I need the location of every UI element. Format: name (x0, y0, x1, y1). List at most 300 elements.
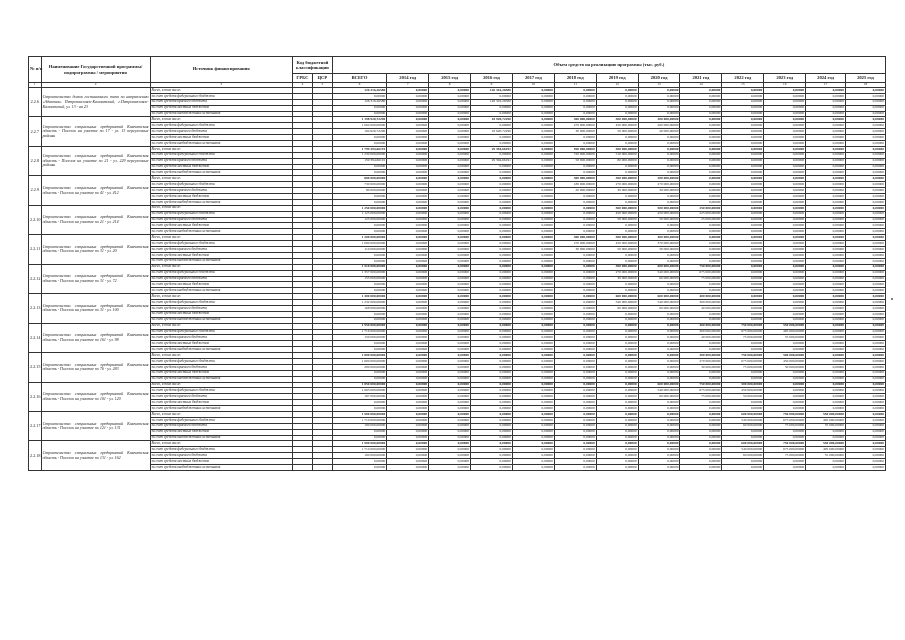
year-value: 0,00000 (845, 370, 885, 376)
funding-source: Всего, в том числе: (150, 205, 292, 211)
year-value: 300 000,00000 (680, 353, 722, 359)
total-value: 0,00000 (332, 141, 386, 147)
year-value: 0,00000 (806, 429, 846, 435)
column-number: 8 (429, 83, 471, 88)
year-value: 0,00000 (471, 305, 513, 311)
year-value: 75 000,00000 (722, 335, 764, 341)
year-value: 0,00000 (471, 341, 513, 347)
year-value: 0,00000 (471, 400, 513, 406)
funding-source: за счет средств местных бюджетов (150, 135, 292, 141)
year-value: 0,00000 (471, 417, 513, 423)
year-value: 360 000,00000 (680, 329, 722, 335)
year-value: 0,00000 (680, 252, 722, 258)
year-value: 30 000,00000 (638, 188, 680, 194)
total-value: 1 600 000,00000 (332, 358, 386, 364)
year-value: 0,00000 (387, 182, 429, 188)
year-value: 0,00000 (471, 370, 513, 376)
year-value: 30 000,00000 (554, 247, 596, 253)
year-value: 0,00000 (387, 347, 429, 353)
total-value: 187 000,00000 (332, 394, 386, 400)
year-value: 0,00000 (596, 258, 638, 264)
header-year: 2023 год (764, 74, 806, 83)
year-value: 0,00000 (722, 105, 764, 111)
year-value: 0,00000 (764, 388, 806, 394)
year-value: 0,00000 (680, 376, 722, 382)
year-value: 0,00000 (512, 411, 554, 417)
year-value: 0,00000 (806, 99, 846, 105)
year-value: 0,00000 (806, 217, 846, 223)
year-value: 0,00000 (554, 199, 596, 205)
year-value: 0,00000 (387, 282, 429, 288)
year-value: 0,00000 (471, 288, 513, 294)
year-value: 0,00000 (845, 211, 885, 217)
year-value: 0,00000 (764, 164, 806, 170)
year-value: 0,00000 (764, 459, 806, 465)
total-value: 190 000,00000 (332, 453, 386, 459)
year-value: 0,00000 (638, 93, 680, 99)
year-value: 0,00000 (722, 164, 764, 170)
year-value: 0,00000 (596, 135, 638, 141)
year-value: 0,00000 (554, 317, 596, 323)
year-value: 0,00000 (764, 205, 806, 211)
total-value: 0,00000 (332, 429, 386, 435)
year-value: 0,00000 (471, 358, 513, 364)
year-value: 0,00000 (806, 406, 846, 412)
year-value: 0,00000 (471, 382, 513, 388)
funding-source: за счет средств внебюджетных источников (150, 465, 292, 471)
year-value: 0,00000 (387, 411, 429, 417)
year-value: 0,00000 (429, 341, 471, 347)
year-value: 0,00000 (554, 441, 596, 447)
year-value: 0,00000 (429, 453, 471, 459)
year-value: 60 000,00000 (638, 305, 680, 311)
year-value: 0,00000 (845, 223, 885, 229)
year-value: 0,00000 (554, 335, 596, 341)
funding-source: за счет средств федерального бюджета (150, 417, 292, 423)
year-value: 0,00000 (764, 235, 806, 241)
funding-source: за счет средств федерального бюджета (150, 211, 292, 217)
year-value: 0,00000 (512, 223, 554, 229)
year-value: 0,00000 (596, 111, 638, 117)
activity-number: 2.2.12 (29, 264, 42, 293)
year-value: 0,00000 (429, 358, 471, 364)
year-value: 0,00000 (638, 370, 680, 376)
year-value: 0,00000 (554, 258, 596, 264)
year-value: 0,00000 (722, 205, 764, 211)
year-value: 0,00000 (512, 364, 554, 370)
year-value: 0,00000 (387, 135, 429, 141)
column-number: 5 (312, 83, 332, 88)
year-value: 0,00000 (554, 270, 596, 276)
funding-source: Всего, в том числе: (150, 353, 292, 359)
year-value: 0,00000 (680, 406, 722, 412)
year-value: 0,00000 (722, 135, 764, 141)
year-value: 0,00000 (764, 300, 806, 306)
year-value: 0,00000 (638, 429, 680, 435)
year-value: 0,00000 (722, 211, 764, 217)
year-value: 300 000,00000 (638, 117, 680, 123)
year-value: 0,00000 (512, 199, 554, 205)
year-value: 0,00000 (471, 423, 513, 429)
year-value: 0,00000 (722, 182, 764, 188)
year-value: 0,00000 (429, 129, 471, 135)
funding-source: за счет средств федерального бюджета (150, 300, 292, 306)
column-number: 15 (722, 83, 764, 88)
year-value: 0,00000 (512, 194, 554, 200)
year-value: 0,00000 (429, 353, 471, 359)
year-value: 0,00000 (554, 294, 596, 300)
year-value: 0,00000 (680, 417, 722, 423)
funding-source: за счет средств краевого бюджета (150, 188, 292, 194)
activity-number: 2.2.7 (29, 117, 42, 146)
funding-source: за счет средств федерального бюджета (150, 358, 292, 364)
year-value: 0,00000 (845, 229, 885, 235)
year-value: 0,00000 (680, 317, 722, 323)
year-value: 0,00000 (722, 129, 764, 135)
year-value: 0,00000 (429, 447, 471, 453)
year-value: 0,00000 (638, 258, 680, 264)
year-value: 0,00000 (722, 117, 764, 123)
year-value: 0,00000 (845, 411, 885, 417)
year-value: 0,00000 (512, 241, 554, 247)
year-value: 0,00000 (512, 347, 554, 353)
year-value: 0,00000 (806, 364, 846, 370)
year-value: 0,00000 (680, 158, 722, 164)
year-value: 0,00000 (638, 459, 680, 465)
year-value: 0,00000 (554, 305, 596, 311)
year-value: 0,00000 (722, 223, 764, 229)
table-row (29, 465, 886, 471)
year-value: 0,00000 (512, 264, 554, 270)
year-value: 0,00000 (764, 217, 806, 223)
year-value: 0,00000 (680, 400, 722, 406)
year-value: 0,00000 (596, 406, 638, 412)
year-value: 0,00000 (680, 282, 722, 288)
year-value: 0,00000 (471, 347, 513, 353)
year-value: 0,00000 (471, 182, 513, 188)
funding-source: за счет средств местных бюджетов (150, 400, 292, 406)
year-value: 0,00000 (387, 417, 429, 423)
year-value: 500 000,00000 (722, 382, 764, 388)
year-value: 50 000,00000 (764, 364, 806, 370)
year-value: 0,00000 (429, 394, 471, 400)
year-value: 0,00000 (387, 129, 429, 135)
year-value: 0,00000 (387, 429, 429, 435)
year-value: 0,00000 (512, 341, 554, 347)
funding-source: за счет средств местных бюджетов (150, 252, 292, 258)
year-value: 510 000,00000 (596, 152, 638, 158)
year-value: 0,00000 (806, 176, 846, 182)
year-value: 0,00000 (845, 170, 885, 176)
year-value: 0,00000 (722, 294, 764, 300)
year-value: 0,00000 (387, 223, 429, 229)
year-value: 0,00000 (680, 341, 722, 347)
year-value: 0,00000 (429, 300, 471, 306)
year-value: 0,00000 (429, 141, 471, 147)
total-value: 0,00000 (332, 252, 386, 258)
year-value: 0,00000 (722, 276, 764, 282)
year-value: 0,00000 (596, 358, 638, 364)
year-value: 0,00000 (429, 264, 471, 270)
year-value: 0,00000 (512, 353, 554, 359)
year-value: 450 000,00000 (596, 123, 638, 129)
year-value: 500 000,00000 (596, 146, 638, 152)
year-value: 270 000,00000 (680, 358, 722, 364)
year-value: 0,00000 (845, 382, 885, 388)
year-value: 55 000,00000 (806, 423, 846, 429)
year-value: 0,00000 (512, 217, 554, 223)
year-value: 0,00000 (554, 252, 596, 258)
year-value: 0,00000 (845, 341, 885, 347)
year-value: 0,00000 (638, 135, 680, 141)
year-value: 0,00000 (471, 294, 513, 300)
year-value: 0,00000 (429, 411, 471, 417)
year-value: 0,00000 (554, 388, 596, 394)
year-value: 126 316,26580 (471, 88, 513, 94)
year-value: 0,00000 (845, 146, 885, 152)
year-value: 0,00000 (429, 288, 471, 294)
year-value: 600 000,00000 (596, 294, 638, 300)
year-value: 0,00000 (387, 152, 429, 158)
year-value: 75 000,00000 (764, 453, 806, 459)
activity-number: 2.2.14 (29, 323, 42, 352)
year-value: 550 000,00000 (764, 323, 806, 329)
year-value: 0,00000 (764, 182, 806, 188)
total-value: 194 920,72290 (332, 129, 386, 135)
year-value: 0,00000 (806, 152, 846, 158)
column-number: 16 (764, 83, 806, 88)
funding-source: Всего, в том числе: (150, 441, 292, 447)
year-value: 0,00000 (596, 394, 638, 400)
year-value: 0,00000 (764, 341, 806, 347)
total-value: 1 090 000,00000 (332, 241, 386, 247)
year-value: 0,00000 (845, 241, 885, 247)
year-value: 0,00000 (722, 406, 764, 412)
year-value: 0,00000 (806, 300, 846, 306)
total-value: 0,00000 (332, 229, 386, 235)
year-value: 0,00000 (764, 117, 806, 123)
column-number: 17 (806, 83, 846, 88)
year-value: 0,00000 (429, 335, 471, 341)
year-value: 0,00000 (722, 176, 764, 182)
year-value: 0,00000 (471, 199, 513, 205)
funding-source: за счет средств краевого бюджета (150, 217, 292, 223)
year-value: 0,00000 (764, 282, 806, 288)
year-value: 0,00000 (806, 129, 846, 135)
year-value: 0,00000 (387, 465, 429, 471)
year-value: 0,00000 (638, 105, 680, 111)
header-year: 2015 год (429, 74, 471, 83)
year-value: 0,00000 (554, 347, 596, 353)
year-value: 0,00000 (722, 282, 764, 288)
year-value: 675 000,00000 (680, 270, 722, 276)
year-value: 50 000,00000 (722, 394, 764, 400)
year-value: 0,00000 (387, 382, 429, 388)
year-value: 0,00000 (764, 170, 806, 176)
year-value: 0,00000 (387, 88, 429, 94)
header-year: 2016 год (471, 74, 513, 83)
year-value: 0,00000 (638, 441, 680, 447)
year-value: 0,00000 (554, 341, 596, 347)
year-value: 0,00000 (471, 376, 513, 382)
year-value: 0,00000 (680, 347, 722, 353)
year-value: 0,00000 (764, 188, 806, 194)
year-value: 0,00000 (764, 99, 806, 105)
activity-name: Строительство специальных предприятий Камчатская область - Поселок на участке по 101 - ул. 120 (41, 382, 150, 411)
year-value: 0,00000 (512, 300, 554, 306)
year-value: 0,00000 (680, 129, 722, 135)
year-value: 0,00000 (512, 211, 554, 217)
year-value: 270 000,00000 (596, 182, 638, 188)
year-value: 0,00000 (429, 235, 471, 241)
year-value: 0,00000 (722, 247, 764, 253)
year-value: 0,00000 (554, 217, 596, 223)
year-value: 0,00000 (806, 435, 846, 441)
year-value: 0,00000 (596, 341, 638, 347)
year-value: 0,00000 (554, 276, 596, 282)
year-value: 0,00000 (596, 465, 638, 471)
year-value: 0,00000 (680, 182, 722, 188)
year-value: 0,00000 (806, 158, 846, 164)
year-value: 0,00000 (429, 282, 471, 288)
year-value: 0,00000 (845, 288, 885, 294)
year-value: 0,00000 (471, 394, 513, 400)
funding-source: за счет средств федерального бюджета (150, 270, 292, 276)
year-value: 0,00000 (680, 111, 722, 117)
year-value: 0,00000 (680, 223, 722, 229)
year-value: 0,00000 (554, 88, 596, 94)
year-value: 0,00000 (596, 400, 638, 406)
year-value: 0,00000 (512, 435, 554, 441)
activity-number: 2.2.8 (29, 146, 42, 175)
year-value: 0,00000 (387, 364, 429, 370)
year-value: 0,00000 (387, 141, 429, 147)
year-value: 750 000,00000 (722, 323, 764, 329)
year-value: 0,00000 (387, 305, 429, 311)
year-value: 0,00000 (680, 423, 722, 429)
year-value: 0,00000 (387, 400, 429, 406)
year-value: 0,00000 (806, 264, 846, 270)
year-value: 0,00000 (680, 123, 722, 129)
year-value: 0,00000 (764, 241, 806, 247)
year-value: 0,00000 (596, 459, 638, 465)
year-value: 550 000,00000 (806, 441, 846, 447)
year-value: 0,00000 (387, 123, 429, 129)
year-value: 0,00000 (471, 270, 513, 276)
year-value: 0,00000 (471, 353, 513, 359)
year-value: 0,00000 (806, 459, 846, 465)
funding-source: Всего, в том числе: (150, 264, 292, 270)
year-value: 0,00000 (554, 370, 596, 376)
year-value: 270 000,00000 (596, 270, 638, 276)
funding-source: Всего, в том числе: (150, 294, 292, 300)
year-value: 0,00000 (512, 335, 554, 341)
funding-source: Всего, в том числе: (150, 117, 292, 123)
year-value: 495 000,00000 (764, 329, 806, 335)
year-value: 0,00000 (512, 288, 554, 294)
year-value: 0,00000 (429, 217, 471, 223)
column-number: 2 (41, 83, 150, 88)
year-value: 0,00000 (680, 93, 722, 99)
year-value: 0,00000 (806, 241, 846, 247)
year-value: 0,00000 (471, 435, 513, 441)
year-value: 0,00000 (471, 264, 513, 270)
year-value: 0,00000 (764, 294, 806, 300)
year-value: 0,00000 (554, 105, 596, 111)
year-value: 0,00000 (387, 211, 429, 217)
year-value: 0,00000 (845, 282, 885, 288)
year-value: 0,00000 (554, 264, 596, 270)
year-value: 400 000,00000 (680, 294, 722, 300)
year-value: 0,00000 (512, 105, 554, 111)
year-value: 0,00000 (596, 194, 638, 200)
year-value: 29 394,66191 (471, 158, 513, 164)
header-year: 2019 год (596, 74, 638, 83)
header-year: 2017 год (512, 74, 554, 83)
year-value: 0,00000 (680, 164, 722, 170)
year-value: 0,00000 (806, 205, 846, 211)
total-value: 200 000,00000 (332, 364, 386, 370)
year-value: 0,00000 (471, 194, 513, 200)
year-value: 0,00000 (806, 358, 846, 364)
year-value: 225 000,00000 (680, 211, 722, 217)
year-value: 0,00000 (554, 394, 596, 400)
year-value: 0,00000 (512, 176, 554, 182)
year-value: 0,00000 (845, 388, 885, 394)
year-value: 0,00000 (764, 305, 806, 311)
year-value: 0,00000 (764, 93, 806, 99)
year-value: 0,00000 (680, 258, 722, 264)
total-value: 1 200 000,00000 (332, 235, 386, 241)
year-value: 0,00000 (764, 317, 806, 323)
year-value: 0,00000 (764, 194, 806, 200)
year-value: 0,00000 (387, 199, 429, 205)
year-value: 675 000,00000 (680, 388, 722, 394)
year-value: 0,00000 (429, 323, 471, 329)
year-value: 0,00000 (554, 211, 596, 217)
year-value: 0,00000 (764, 105, 806, 111)
year-value: 0,00000 (722, 111, 764, 117)
year-value: 0,00000 (806, 188, 846, 194)
funding-source: за счет средств внебюджетных источников (150, 199, 292, 205)
year-value: 500 000,00000 (596, 117, 638, 123)
year-value: 0,00000 (680, 311, 722, 317)
year-value: 0,00000 (387, 188, 429, 194)
year-value: 0,00000 (429, 270, 471, 276)
year-value: 0,00000 (845, 105, 885, 111)
funding-source: за счет средств внебюджетных источников (150, 317, 292, 323)
year-value: 0,00000 (845, 176, 885, 182)
funding-source: за счет средств федерального бюджета (150, 388, 292, 394)
total-value: 1 230 000,00000 (332, 152, 386, 158)
year-value: 0,00000 (512, 276, 554, 282)
year-value: 400 000,00000 (680, 323, 722, 329)
year-value: 500 000,00000 (596, 205, 638, 211)
year-value: 0,00000 (806, 288, 846, 294)
year-value: 0,00000 (387, 300, 429, 306)
year-value: 0,00000 (764, 429, 806, 435)
year-value: 0,00000 (429, 211, 471, 217)
year-value: 0,00000 (806, 323, 846, 329)
year-value: 0,00000 (845, 353, 885, 359)
year-value: 0,00000 (722, 99, 764, 105)
year-value: 0,00000 (722, 376, 764, 382)
year-value: 0,00000 (429, 205, 471, 211)
funding-source: за счет средств внебюджетных источников (150, 288, 292, 294)
year-value: 40 000,00000 (680, 335, 722, 341)
year-value: 0,00000 (471, 176, 513, 182)
total-value: 0,00000 (332, 341, 386, 347)
